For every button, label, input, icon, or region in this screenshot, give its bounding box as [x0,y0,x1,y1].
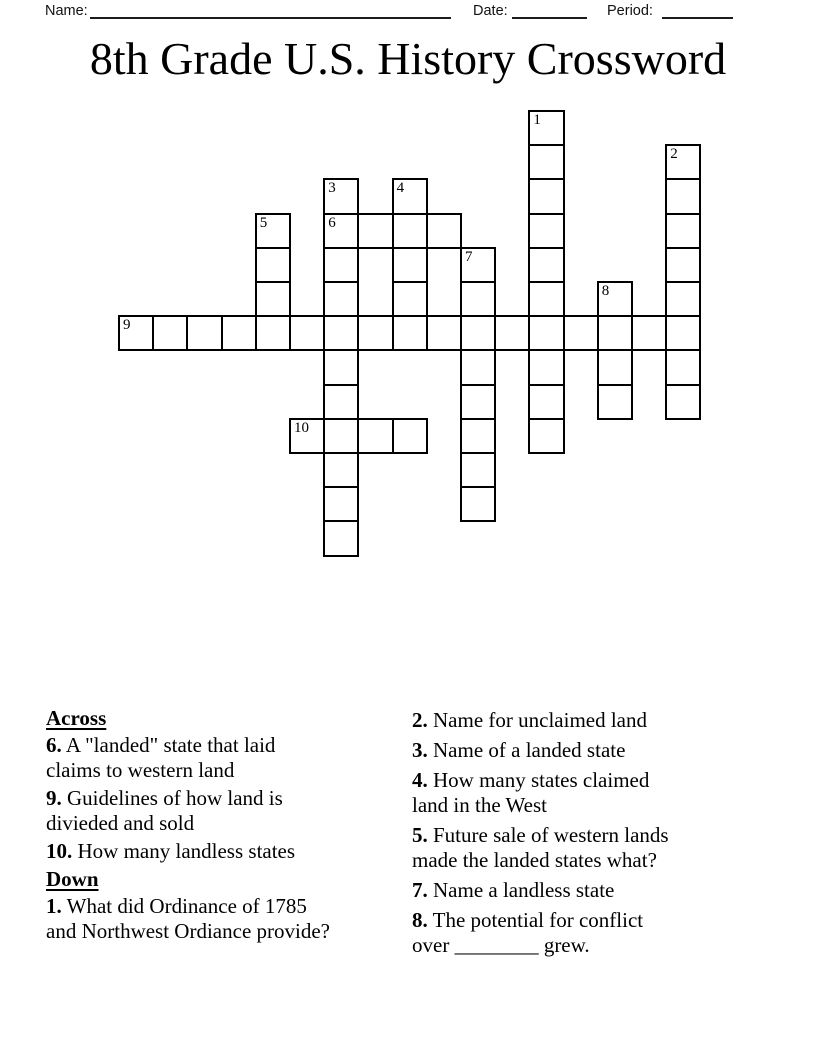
cell-number: 6 [328,214,336,231]
grid-cell[interactable] [323,213,359,249]
grid-cell[interactable] [323,315,359,351]
grid-cell[interactable] [255,213,291,249]
clue-text-line: 3. Name of a landed state [412,738,626,762]
clue-text-line: and Northwest Ordiance provide? [46,919,330,943]
clue-text-line: made the landed states what? [412,848,657,872]
clue-text-line: land in the West [412,793,547,817]
clue-list-heading: Across [46,706,107,730]
clue-text-line: 10. How many landless states [46,839,296,863]
grid-cell[interactable] [357,418,393,454]
cell-number: 3 [328,180,336,197]
clue-number: 3. [412,738,428,762]
grid-cell[interactable] [460,315,496,351]
grid-cell[interactable] [460,281,496,317]
cell-number: 7 [465,248,473,265]
grid-cell[interactable] [152,315,188,351]
clue-text-line: 5. Future sale of western lands [412,823,669,847]
clue-item [412,738,772,763]
clues-column-left [46,706,416,947]
grid-cell[interactable] [392,418,428,454]
grid-cell[interactable] [255,281,291,317]
grid-cell[interactable] [323,281,359,317]
clue-item [412,708,772,733]
grid-cell[interactable] [597,349,633,385]
clue-item [412,823,772,873]
clue-item [412,768,772,818]
clue-number: 8. [412,908,428,932]
cell-number: 8 [601,283,610,299]
clue-item [412,878,772,903]
cell-number: 5 [259,214,268,231]
grid-cell[interactable] [323,486,359,522]
cell-number: 9 [123,317,131,334]
clue-item [412,908,772,958]
clue-item [46,839,416,864]
clue-item [46,733,416,783]
grid-cell[interactable] [460,418,496,454]
grid-cell[interactable] [460,452,496,488]
grid-cell[interactable] [255,247,291,283]
grid-cell[interactable] [665,281,701,317]
grid-cell[interactable] [323,452,359,488]
clue-text-line: 6. A "landed" state that laid [46,733,276,757]
grid-cell[interactable] [665,178,701,214]
grid-cell[interactable] [460,384,496,420]
date-blank-line[interactable] [512,1,587,19]
grid-cell[interactable] [323,418,359,454]
grid-cell[interactable] [528,315,564,351]
grid-cell[interactable] [528,418,564,454]
grid-cell[interactable] [528,178,564,214]
grid-cell[interactable] [563,315,599,351]
grid-cell[interactable] [528,281,564,317]
grid-cell[interactable] [392,178,428,214]
page-title: 8th Grade U.S. History Crossword [89,33,727,84]
grid-cell[interactable] [460,247,496,283]
clue-number: 6. [46,733,62,757]
grid-cell[interactable] [392,247,428,283]
period-label: Period: [607,3,653,19]
grid-cell[interactable] [528,247,564,283]
grid-cell[interactable] [528,110,564,146]
clue-text-line: claims to western land [46,758,235,782]
grid-cell[interactable] [426,213,462,249]
grid-cell[interactable] [426,315,462,351]
grid-cell[interactable] [597,281,633,317]
clue-text-line: 8. The potential for conflict [412,908,644,932]
grid-cell[interactable] [494,315,530,351]
clue-number: 7. [412,878,428,902]
grid-cell[interactable] [665,144,701,180]
cell-number: 4 [396,180,405,197]
clue-item [46,894,416,944]
name-blank-line[interactable] [90,1,451,19]
clues-column-right [412,708,772,963]
grid-cell[interactable] [460,486,496,522]
grid-cell[interactable] [597,315,633,351]
name-label: Name: [45,3,88,19]
cell-number: 10 [294,419,309,436]
grid-cell[interactable] [631,315,667,351]
grid-cell[interactable] [221,315,257,351]
grid-cell[interactable] [528,213,564,249]
grid-cell[interactable] [323,349,359,385]
clue-text-line: 4. How many states claimed [412,768,650,792]
period-blank-line[interactable] [662,1,733,19]
grid-cell[interactable] [289,315,325,351]
grid-cell[interactable] [255,315,291,351]
grid-cell[interactable] [665,384,701,420]
clue-text-line: 9. Guidelines of how land is [46,786,283,810]
cell-number: 1 [533,112,541,128]
grid-cell[interactable] [323,247,359,283]
grid-cell[interactable] [665,247,701,283]
clue-number: 9. [46,786,62,810]
grid-cell[interactable] [392,315,428,351]
grid-cell[interactable] [323,384,359,420]
grid-cell[interactable] [392,281,428,317]
grid-cell[interactable] [392,213,428,249]
grid-cell[interactable] [665,213,701,249]
grid-cell[interactable] [665,349,701,385]
grid-cell[interactable] [357,315,393,351]
grid-cell[interactable] [528,349,564,385]
grid-cell[interactable] [665,315,701,351]
clue-text-line: 1. What did Ordinance of 1785 [46,894,307,918]
grid-cell[interactable] [186,315,222,351]
grid-cell[interactable] [528,384,564,420]
grid-cell[interactable] [597,384,633,420]
clue-text-line: over ________ grew. [412,933,590,957]
grid-cell[interactable] [460,349,496,385]
grid-cell[interactable] [118,315,154,351]
clue-list-heading: Down [46,867,99,891]
clue-number: 4. [412,768,428,792]
clue-number: 10. [46,839,73,863]
clue-number: 5. [412,823,428,847]
clue-item [46,786,416,836]
grid-cell[interactable] [323,178,359,214]
grid-cell[interactable] [289,418,325,454]
clue-number: 1. [46,894,62,918]
grid-cell[interactable] [323,520,359,556]
grid-cell[interactable] [528,144,564,180]
cell-number: 2 [670,146,678,163]
clue-number: 2. [412,708,428,732]
clue-text-line: divieded and sold [46,811,195,835]
date-label: Date: [473,3,508,19]
clue-text-line: 7. Name a landless state [412,878,615,902]
grid-cell[interactable] [357,213,393,249]
clue-text-line: 2. Name for unclaimed land [412,708,647,732]
